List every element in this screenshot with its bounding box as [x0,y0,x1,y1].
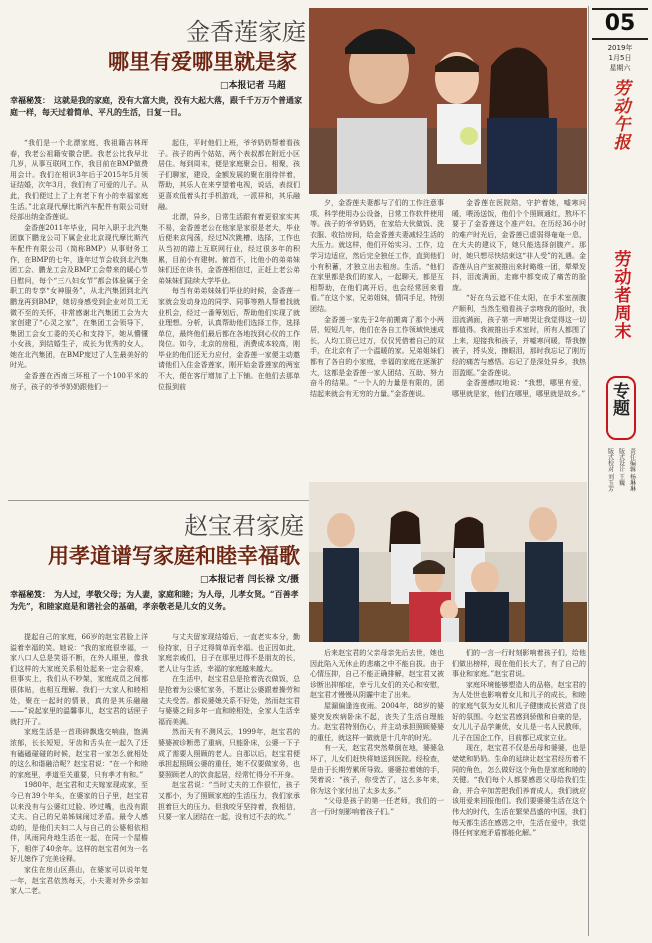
article2-byline: □本报记者 闫长禄 文/摄 [200,575,300,585]
article1-column-2 [158,138,300,495]
section-name: 劳动者周末 [610,250,631,340]
motto-label: 幸福秘笈： [10,95,50,105]
paragraph: 1980年，赵宝君和丈夫嫁家现成家，至今已有39个年头，在婆家的日子里，赵宝君以来没有与公婆红过脸、吵过嘴，也没有跟丈夫、自己的兄弟姊妹闹过矛盾。最令人感动的，是他们夫妇二人与自己的公婆相依相伴，风雨同舟地生活在一起，在同一个屋檐下，相伴了40余年。这样的赵宝君何为一名好儿媳作了完美诠释。 [10,781,148,864]
paragraph: 金香莲在医院陪，守护着她，嘘寒问暖，喂汤送饭，他们个个照顾通红，熬坏不要于了金香莲这个准产妇。在历经36小时的难产时光后，金香莲已虚弱得奄奄一息，在大夫的建议下，她只能选择剖腹产。那时，她只想尽快结束这“非人受”的礼遇。金香莲从自产室被推出来时略维一团，晕晕发抖，泪流满面，走廊中都变成了痛苦的脸庞。 [452,199,586,292]
credits [595,448,647,492]
article2-column-3 [310,648,444,932]
article2-headline: 用孝道谱写家庭和睦幸福歌 [48,543,300,568]
article2-column-2 [158,632,300,932]
family-photo-zhao [309,482,587,642]
article2-kicker: 赵宝君家庭 [184,512,304,540]
article1-kicker: 金香莲家庭 [186,18,306,46]
date-year: 2019年 [607,44,633,52]
article1-headline: 哪里有爱哪里就是家 [108,49,297,74]
article2-column-1 [10,632,148,932]
paragraph: 屋漏偏逢连夜雨。2004年，88岁的婆婆突发疾病卧床不起，丧失了生活自理能力。赵宝君特别伤心，并主动承担照顾婆婆的重任，就这样一做就是十几年的时光。 [310,701,444,742]
photo-illustration [309,482,587,642]
paragraph: “父母是孩子的第一任老师，我们的一言一行时刻影响着孩子们。” [310,797,444,816]
credit-design: 版式设计 王巍 [617,448,625,486]
paragraph: 现在，赵宝君不仅是岳母和婆婆，也是姥姥和奶奶。生命的延续让赵宝君经历着不同的角色，怎么做好这个角色是家庭和睦的关键。“我们每个人都要感恩父母给我们生命，并合辛加苦把我们养育成人，我们就应该用爱来回报他们。我们要婆婆生活在这个伟大的时代，生活在繁荣昌盛的中国，我们每天都生活在感恩之中，生活在爱中，我觉得任何家庭矛盾都能化解。” [452,744,586,838]
paragraph: 家庭环境能够塑造人的品格，赵宝君的为人处世也影响着女儿和儿子的成长，和睦的家庭气氛为女儿和儿子健康成长营造了良好的氛围。今赵宝君感到骄傲和自豪的是，女儿儿子品学兼优，女儿是一名人民教师，儿子在国企工作，目前都已成家立业。 [452,680,586,742]
paragraph: 夕，金香莲夫妻都与了们的工作注意事项、科学使用办公设备，日常工作软件使用等。孩子的爷爷奶奶，在家给大伙做饭、洗衣服、收拾房间，给金香莲夫妻减轻生活的大压力。就这样，他们开始实习、工作，边学习边适应，然后完全独任工作，直到他们小有积蓄，才独立出去租房。生活。“他们在家里都是我们的家人，一起聊天，都是互相帮助，在他们离开后，也会经常回来看看。”在这个家，兄弟姐妹，情同手足，特别团结。 [310,199,444,313]
article1-motto [10,94,302,118]
paragraph: 北漂，异乡，日常生活跟有着更很家实其不易，金香莲老公在他家是家很是老大，毕业后便来京闯荡，经过N次跳槽、选择，工作也从当初的踏上互联网行业，经过很多年的积累，目前小有建树。俯首不，比他小的弟弟妹妹们还在读书，金香莲相信过，正赶上老公弟弟妹妹们陆续大学毕业。 [158,213,300,285]
date-day: 1月5日 [608,54,632,62]
paragraph: 家庭生活是一首琐碎飘逸交响曲，饱满浓郁，长长短短，牙齿和舌头在一起久了还有磕磕碰碰的时候，赵宝君一家怎么就相处的这么和谐融洽呢？赵宝君说：“在一个和睦的家庭里，孝道至关重要，只有孝才有和。” [10,728,148,779]
article1-column-1 [10,138,148,495]
credit-editor: 责任编辑 杨琳琳 [628,448,636,492]
paragraph: 有一天，赵宝君突然晕倒在地，婆婆急坏了，儿女们赶快将她送到医院。经检查，是由于长期劳累所导致。婆婆拉着她的手，哭着说：“孩子，你受苦了，这么多年来，你为这个家付出了太多太多。” [310,744,444,795]
motto-label: 幸福秘笈： [10,589,50,599]
paragraph: 金香莲在西南三环租了一个100平米的房子，孩子的爷爷奶奶跟他们一 [10,372,148,391]
section-sidebar [595,250,647,520]
paragraph: “好在乌云遮不住太阳，在手术室剖腹产顺利，当然生殖看孩子亲吻我的脸时，我泪流满面，孩子第一声啼哭让我觉得这一切都值得。我被推出手术室时，所有人都围了上来，迎接我和孩子，并嘘寒问暖，帮我擦被子，捋头发，擦眼泪，那时我忘记了刚历经的痛苦与感悟。忘记了是深处异乡，我热泪盈眶。”金香莲说。 [452,294,586,377]
credit-proof: 版式校对 刘玉芳 [606,448,614,492]
article1-column-3 [310,198,444,495]
paragraph: 金香莲2011年毕业，同年入职于北汽集团旗下鹏龙公司下属企业北京现代摩比斯汽车配件有限公司（简称BMP）从事财务工作，在BMP的七年，逢年过节会收到北汽集团工会、鹏龙工会及BMP工会带来的暖心节日慰问，每个“三八妇女节”都会体验属于全职工的专享“女神服务”，从北汽集团到北汽鹏龙再到BMP，她切身感受到企业对员工无微不至的关怀，非常感谢北汽集团工会为大家创建了“心灵之家”，在集团工会领导下，集团工会女工委的关心和支持下，她从懵懂小女孩，到结婚生子，成长为优秀的女人，她在北汽集团，在BMP度过了人生最美好的时光。 [10,223,148,370]
article1-column-4 [452,198,586,495]
paragraph: 金香莲感叹地说：“我想，哪里有爱，哪里就是家，他们在哪里，哪里就是故乡。” [452,379,586,398]
article2-motto [10,588,302,612]
family-photo-jin [309,8,587,194]
weekday: 星期六 [609,64,631,72]
section-tag: 专题 [606,376,636,440]
motto-text: 这就是我的家庭，没有大富大贵，没有大起大落，跟千千万万个普通家庭一样，每天过着简单、平凡的生活，日复一日。 [10,95,302,117]
article1-byline: □本报记者 马超 [220,81,286,91]
paragraph: 金香莲一家先于2年前搬离了那个小两居，短短几年，他们在各自工作领域快速成长，人均工资已过万，仅仅凭借着自己的双手，在北京有了一个温暖的家。兄弟姐妹们都有了各自的小家庭，幸福的家庭在逐渐扩大，这都是金香莲一家人团结、互助、努力奋斗的结果。“一个人的力量是有限的，团结起来就会有无穷的力量。”金香莲说。 [310,315,444,398]
paper-name: 劳动午报 [609,79,630,151]
motto-text: 为人过，孝敬父母；为人妻，家庭和睦；为人母，儿孝女贤。“百善孝为先”，和睦家庭是和谐社会的基础，孝亲敬老是儿女的义务。 [10,589,299,611]
paragraph: 后来赵宝君的父亲母亲先后去世，她也因此陷入无休止的悲痛之中不能自拔。由于心情压抑，自己不能正确排解，赵宝君又被诊断出抑郁症，幸亏儿女们的关心和安慰，赵宝君才慢慢从阴霾中走了出来。 [310,649,444,700]
paragraph: 每当有弟弟妹妹们毕业的时候，金香莲一家就会发动身边的同学、同事等熟人帮着找就业机会，经过一番筹划后，帮助他们实现了就业理想。分析，认真帮助他们选择工作，选择单位，最终他们最后都在各地找到心仪的工作岗位。如今，北京的房租，消费成本较高，刚毕业的他们还无力应付，金香莲一家便主动邀请他们入住金香莲家，刚开始金香莲家的两室不大，便在客厅增加了上下铺。在他们去那单位报到前 [158,287,300,391]
masthead [592,8,648,158]
paragraph: “我们是一个北漂家庭，我祖籍吉林珲春，我老公祖籍安徽合肥。我老公比我早北几岁，从事互联网工作，我目前在BMP做费用会计。我们在相识3年后于2015年5月领证结婚，次年3月，我们有了可爱的儿子。从此，我们便过上了上有老下有小的幸福家庭生活。”北京现代摩比斯汽车配件有限公司财经部出纳金香莲说。 [10,139,148,222]
article2-column-4 [452,648,586,932]
paragraph: 们的一言一行时刻影响着孩子们，给他们做出榜样，现在他们长大了，有了自己的事业和家庭。”赵宝君说。 [452,649,586,679]
paragraph: 在生活中，赵宝君总是抢着洗衣做饭，总是抢着为公婆忙家务，不愿让公婆跟着操劳和丈夫受苦。都说婆媳关系不好处，然而赵宝君与婆婆之间多年一直和睦相处，全家人生活幸福而美满。 [158,675,300,726]
paragraph: 起住，平时他们上班，爷爷奶奶帮着看孩子。孩子的两个姑姑，两个表叔都在附近小区居住。每到周末，便是家庭聚会日。相聚，孩子们聊家，建设，金额发展的聚在朋待伴着，帮助，其乐人在来亨望着电视，说话，表叔们更喜欢低着头打手机游戏，一派祥和，其乐融融。 [158,139,300,211]
sidebar-divider [588,6,589,936]
paragraph: 家住在房山区燕山，在婆家可以说年复一年，赵宝君依然每天，小夫妻对外乡亲如家人二老。 [10,866,148,896]
paragraph: 提起自己的家庭，66岁的赵宝君脸上洋溢着幸福的笑。她说：“我的家庭很幸福，一家八口人总是笑语不断，在外人眼里，像我们这样的大家庭关系相处起来一定会很难，但事实上，我们从不吵架，家庭成员之间都很体贴，也相互理解。我们一大家人和睦相处，聚在一起时的情景，真的是其乐融融——”说起家里的温馨事儿，赵宝君的话匣子就打开了。 [10,633,148,726]
paragraph: 赵宝君说：“当时丈夫的工作很忙，孩子又都小，为了照顾家庭的生活压力，我们家承担着巨大的压力。但我咬牙坚持着，我相信，只要一家人团结在一起，没有过不去的坎。” [158,781,300,822]
paragraph: 与丈夫留家现结婚后，一直老实本分，勤俭持家，日子过得简单而幸福。也正因如此，家庭亲戚们，日子在那里过得不是朋友的长，老人让与生活，幸福的家庭越来越大。 [158,633,300,673]
photo-illustration [309,8,587,194]
page-number: 05 [592,8,648,40]
paragraph: 然而天有不测风云，1999年，赵宝君的婆婆被诊断患了重病，只能卧床，公婆一下子成了需要人照顾的老人。自那以后，赵宝君便承担起照顾公婆的重任，她不仅要做家务，也要照顾老人的饮食起居，经常忙得分不开身。 [158,728,300,779]
